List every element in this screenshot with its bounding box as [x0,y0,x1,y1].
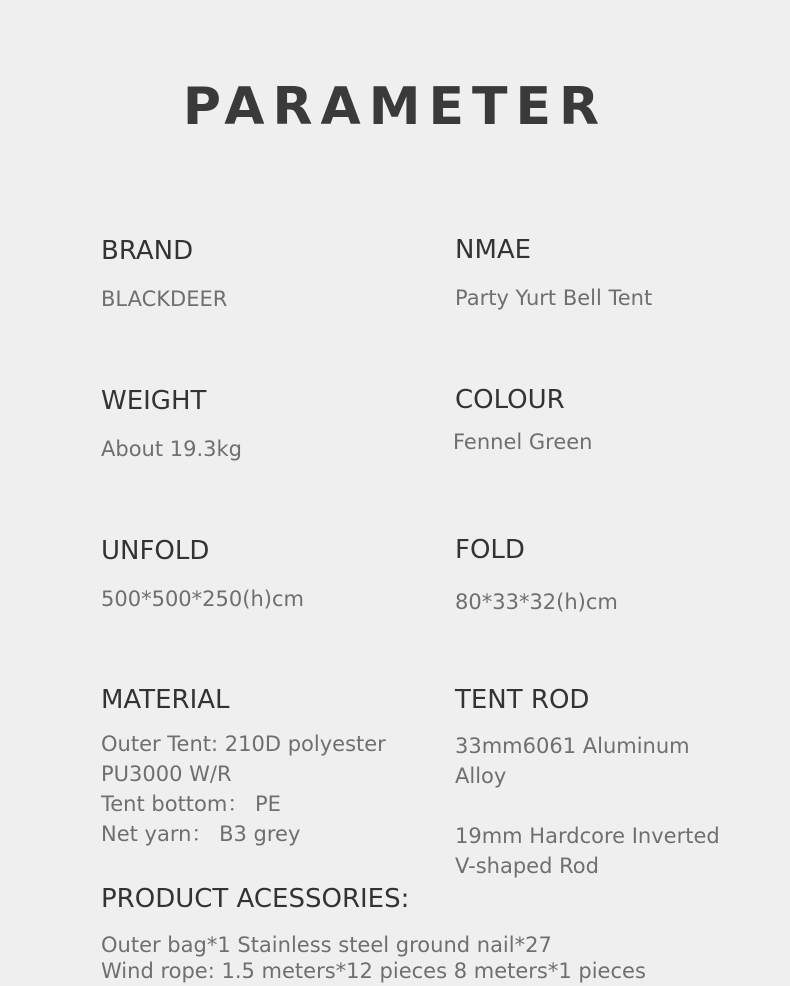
name-value: Party Yurt Bell Tent [455,286,653,310]
page-title: PARAMETER [182,77,608,137]
brand-label: BRAND [101,236,194,266]
colour-value: Fennel Green [453,430,593,454]
tent-rod-line: 19mm Hardcore Inverted [455,824,720,848]
tent-rod-line: Alloy [455,764,507,788]
accessories-label: PRODUCT ACESSORIES: [101,884,410,914]
material-line: Outer Tent: 210D polyester [101,732,386,756]
material-line: Net yarn： B3 grey [101,822,301,846]
fold-label: FOLD [455,535,525,565]
material-line: PU3000 W/R [101,762,232,786]
fold-value: 80*33*32(h)cm [455,590,618,614]
tent-rod-line: V-shaped Rod [455,854,599,878]
unfold-label: UNFOLD [101,536,210,566]
accessories-line: Outer bag*1 Stainless steel ground nail*27 [101,933,552,957]
material-line: Tent bottom： PE [101,792,281,816]
weight-value: About 19.3kg [101,437,243,461]
unfold-value: 500*500*250(h)cm [101,587,304,611]
tent-rod-label: TENT ROD [455,685,590,715]
accessories-line: Wind rope: 1.5 meters*12 pieces 8 meters*1 pieces [101,959,646,983]
material-label: MATERIAL [101,685,230,715]
weight-label: WEIGHT [101,386,207,416]
tent-rod-line: 33mm6061 Aluminum [455,734,690,758]
colour-label: COLOUR [455,385,565,415]
brand-value: BLACKDEER [101,287,228,311]
name-label: NMAE [455,235,532,265]
